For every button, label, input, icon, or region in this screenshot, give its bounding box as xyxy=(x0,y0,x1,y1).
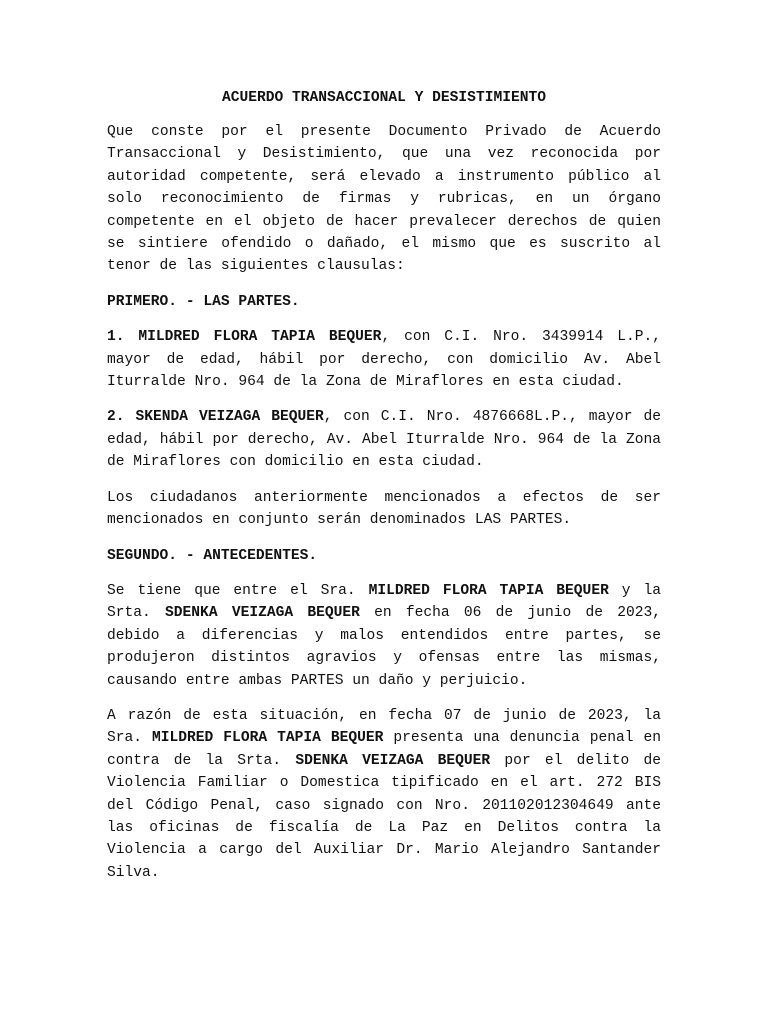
antecedentes-2-text-c: por el delito de Violencia Familiar o Domestica tipificado en el art. 272 BIS del Código Penal, caso signado con Nro. 201102012304649 ante las oficinas de fiscalía de La Paz en Delitos contra la Violencia a cargo del Auxiliar Dr. Mario Alejandro Santander Silva. xyxy=(107,752,661,881)
section-heading-primero: PRIMERO. - LAS PARTES. xyxy=(107,293,300,310)
party-2-details: , con C.I. Nro. 4876668L.P., mayor de edad, hábil por derecho, Av. Abel Iturralde Nro. 964 de la Zona de Miraflores con domicilio en esta ciudad. xyxy=(107,409,661,471)
antecedentes-2-text-a: A razón de esta situación, en fecha 07 de junio de 2023, la Sra. xyxy=(107,707,661,747)
antecedentes-2-name-a: MILDRED FLORA TAPIA BEQUER xyxy=(152,730,384,747)
party-1-details: , con C.I. Nro. 3439914 L.P., mayor de edad, hábil por derecho, con domicilio Av. Abel Iturralde Nro. 964 de la Zona de Miraflores en esta ciudad. xyxy=(107,329,661,391)
antecedentes-1-name-a: MILDRED FLORA TAPIA BEQUER xyxy=(368,582,609,599)
party-2-paragraph xyxy=(107,406,661,473)
party-2-name: 2. SKENDA VEIZAGA BEQUER xyxy=(107,409,324,426)
section-heading-segundo: SEGUNDO. - ANTECEDENTES. xyxy=(107,547,318,564)
party-1-paragraph xyxy=(107,326,661,393)
antecedentes-1-text-b: y la Srta. xyxy=(107,582,662,622)
parties-closing-paragraph: Los ciudadanos anteriormente mencionados a efectos de ser mencionados en conjunto serán denominados LAS PARTES. xyxy=(107,489,661,529)
intro-paragraph: Que conste por el presente Documento Privado de Acuerdo Transaccional y Desistimiento, que una vez reconocida por autoridad competente, será elevado a instrumento público al solo reconocimiento de firmas y rubricas, en un órgano competente en el objeto de hacer prevalecer derechos de quien se sintiere ofendido o dañado, el mismo que es suscrito al tenor de las siguientes clausulas: xyxy=(107,124,661,275)
antecedentes-2-text-b: presenta una denuncia penal en contra de la Srta. xyxy=(107,730,661,769)
antecedentes-1-text-c: en fecha 06 de junio de 2023, debido a diferencias y malos entendidos entre partes, se produjeron distintos agravios y ofensas entre las mismas, causando entre ambas PARTES un daño y perjuicio. xyxy=(107,605,661,689)
document-title: ACUERDO TRANSACCIONAL Y DESISTIMIENTO xyxy=(221,90,547,106)
antecedentes-1-text-a: Se tiene que entre el Sra. xyxy=(107,582,369,599)
antecedentes-1-name-b: SDENKA VEIZAGA BEQUER xyxy=(165,605,360,622)
antecedentes-paragraph-2 xyxy=(107,705,661,884)
antecedentes-2-name-b: SDENKA VEIZAGA BEQUER xyxy=(295,752,491,769)
antecedentes-paragraph-1 xyxy=(107,580,661,692)
party-1-name: 1. MILDRED FLORA TAPIA BEQUER xyxy=(107,329,382,346)
